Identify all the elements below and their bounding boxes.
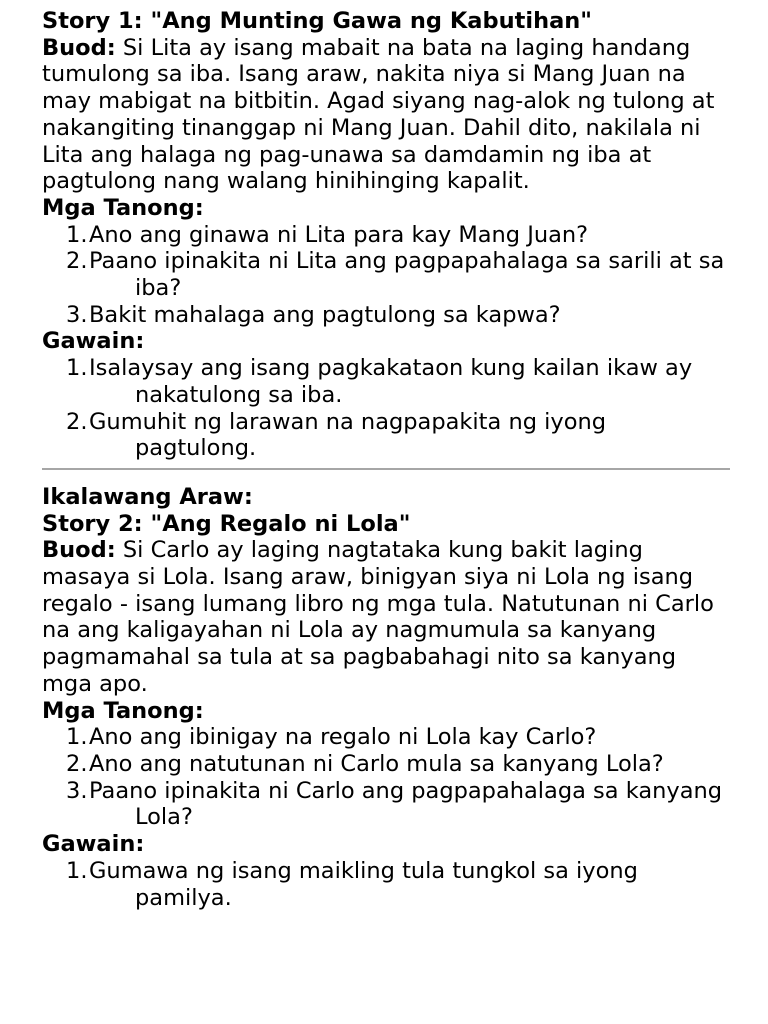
story-2-questions-heading: Mga Tanong: <box>42 697 204 724</box>
story-2-tasks-heading: Gawain: <box>42 831 145 858</box>
list-item-text: Gumuhit ng larawan na nagpapakita ng iyong pagtulong. <box>89 408 607 462</box>
day-2-heading: Ikalawang Araw: <box>42 483 253 510</box>
list-item <box>42 355 728 408</box>
story-1-questions-list <box>42 222 728 329</box>
list-item-number: 3. <box>66 777 88 804</box>
list-item <box>42 302 728 329</box>
story-1-tasks-heading: Gawain: <box>42 328 145 355</box>
list-item-number: 3. <box>66 301 88 328</box>
list-item-text: Ano ang ginawa ni Lita para kay Mang Juan? <box>89 221 589 248</box>
story-1-title: Story 1: "Ang Munting Gawa ng Kabutihan" <box>42 8 593 34</box>
story-1-questions-heading: Mga Tanong: <box>42 194 204 221</box>
list-item <box>42 409 728 462</box>
list-item <box>42 248 728 301</box>
story-1-summary <box>42 35 728 195</box>
story-2-title: Story 2: "Ang Regalo ni Lola" <box>42 510 411 537</box>
list-item-number: 1. <box>66 857 88 884</box>
list-item <box>42 858 728 911</box>
list-item-text: Ano ang natutunan ni Carlo mula sa kanyang Lola? <box>89 750 664 777</box>
story-1-section <box>42 8 728 462</box>
story-2-questions-list <box>42 724 728 831</box>
list-item <box>42 751 728 778</box>
list-item-number: 1. <box>66 355 88 382</box>
list-item-number: 2. <box>66 750 88 777</box>
list-item-number: 1. <box>66 724 88 751</box>
list-item-text: Paano ipinakita ni Lita ang pagpapahalaga sa sarili at sa iba? <box>89 248 725 302</box>
list-item <box>42 222 728 249</box>
story-1-summary-label: Buod: <box>42 34 116 61</box>
section-divider <box>42 468 730 470</box>
story-1-tasks-list <box>42 355 728 462</box>
list-item-text: Gumawa ng isang maikling tula tungkol sa iyong pamilya. <box>89 857 638 911</box>
list-item-number: 2. <box>66 248 88 275</box>
list-item-text: Paano ipinakita ni Carlo ang pagpapahalaga sa kanyang Lola? <box>89 777 723 831</box>
list-item-number: 2. <box>66 408 88 435</box>
list-item <box>42 778 728 831</box>
day-2-section <box>42 484 728 911</box>
list-item-text: Isalaysay ang isang pagkakataon kung kailan ikaw ay nakatulong sa iba. <box>89 355 693 408</box>
list-item <box>42 724 728 751</box>
story-2-summary-text: Si Carlo ay laging nagtataka kung bakit laging masaya si Lola. Isang araw, binigyan siya ni Lola ng isang regalo - isang lumang libro ng mga tula. Natutunan ni Carlo na ang kaligayahan ni Lola ay nagmumula sa kanyang pagmamahal sa tula at sa pagbabahagi nito sa kanyang mga apo. <box>42 537 714 697</box>
story-2-summary <box>42 537 728 697</box>
list-item-text: Bakit mahalaga ang pagtulong sa kapwa? <box>89 301 561 328</box>
list-item-text: Ano ang ibinigay na regalo ni Lola kay Carlo? <box>89 724 597 751</box>
story-2-summary-label: Buod: <box>42 537 116 564</box>
story-2-tasks-list <box>42 858 728 911</box>
list-item-number: 1. <box>66 221 88 248</box>
story-1-summary-text: Si Lita ay isang mabait na bata na laging handang tumulong sa iba. Isang araw, nakita niya si Mang Juan na may mabigat na bitbitin. Agad siyang nag-alok ng tulong at nakangiting tinanggap ni Mang Juan. Dahil dito, nakilala ni Lita ang halaga ng pag-unawa sa damdamin ng iba at pagtulong nang walang hinihinging kapalit. <box>42 34 715 195</box>
